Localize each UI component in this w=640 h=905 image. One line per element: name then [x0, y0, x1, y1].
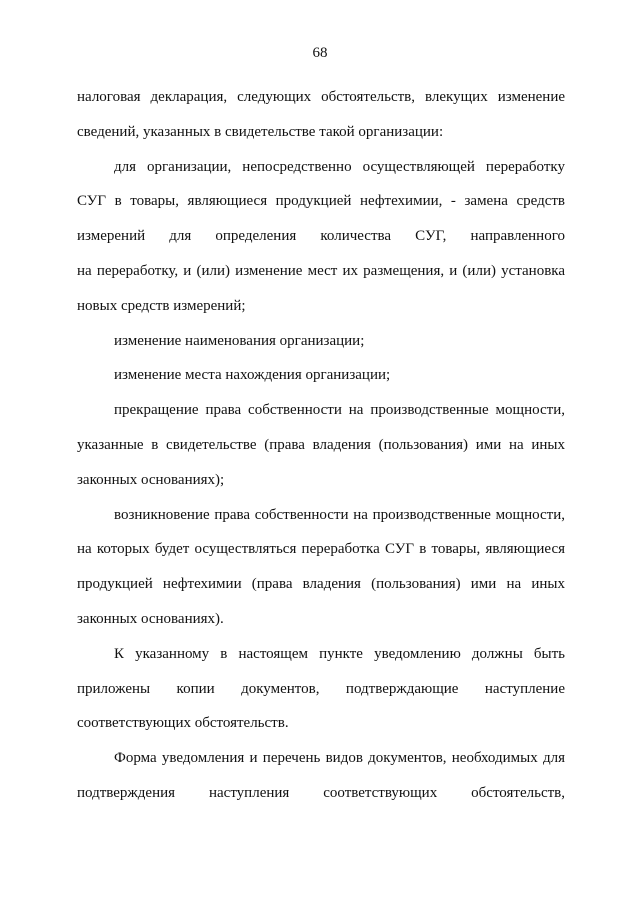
text-line: указанные в свидетельстве (права владения (пользования) ими на иных: [77, 436, 565, 453]
paragraph: [77, 150, 565, 324]
text-line: сведений, указанных в свидетельстве такой организации:: [77, 123, 444, 140]
text-line: прекращение права собственности на производственные мощности,: [114, 402, 565, 419]
paragraph: [77, 80, 565, 150]
text-line: на переработку, и (или) изменение мест их размещения, и (или) установка: [77, 262, 565, 279]
paragraph: [77, 358, 565, 393]
text-line: на которых будет осуществляться переработка СУГ в товары, являющиеся: [77, 541, 565, 558]
paragraph: [77, 637, 565, 741]
text-line: для организации, непосредственно осуществляющей переработку: [114, 158, 565, 175]
text-line: новых средств измерений;: [77, 297, 246, 314]
text-line: продукцией нефтехимии (права владения (пользования) ими на иных: [77, 576, 565, 593]
text-line: законных основаниях).: [77, 610, 224, 627]
text-line: подтверждения наступления соответствующих обстоятельств,: [77, 784, 565, 801]
text-line: налоговая декларация, следующих обстоятельств, влекущих изменение: [77, 89, 565, 105]
text-line: законных основаниях);: [77, 471, 225, 488]
document-body: [77, 80, 565, 811]
text-line: соответствующих обстоятельств.: [77, 715, 289, 732]
text-line: Форма уведомления и перечень видов документов, необходимых для: [114, 750, 565, 767]
text-line: измерений для определения количества СУГ, направленного: [77, 228, 565, 245]
paragraph: [77, 741, 565, 811]
text-line: изменение места нахождения организации;: [114, 367, 391, 384]
paragraph: [77, 393, 565, 497]
paragraph: [77, 498, 565, 637]
text-line: возникновение права собственности на производственные мощности,: [114, 506, 565, 523]
page-number: 68: [312, 45, 328, 61]
text-line: изменение наименования организации;: [114, 332, 365, 349]
paragraph: [77, 324, 565, 359]
text-line: К указанному в настоящем пункте уведомлению должны быть: [114, 645, 565, 662]
text-line: приложены копии документов, подтверждающие наступление: [77, 680, 565, 697]
text-line: СУГ в товары, являющиеся продукцией нефтехимии, - замена средств: [77, 193, 565, 210]
